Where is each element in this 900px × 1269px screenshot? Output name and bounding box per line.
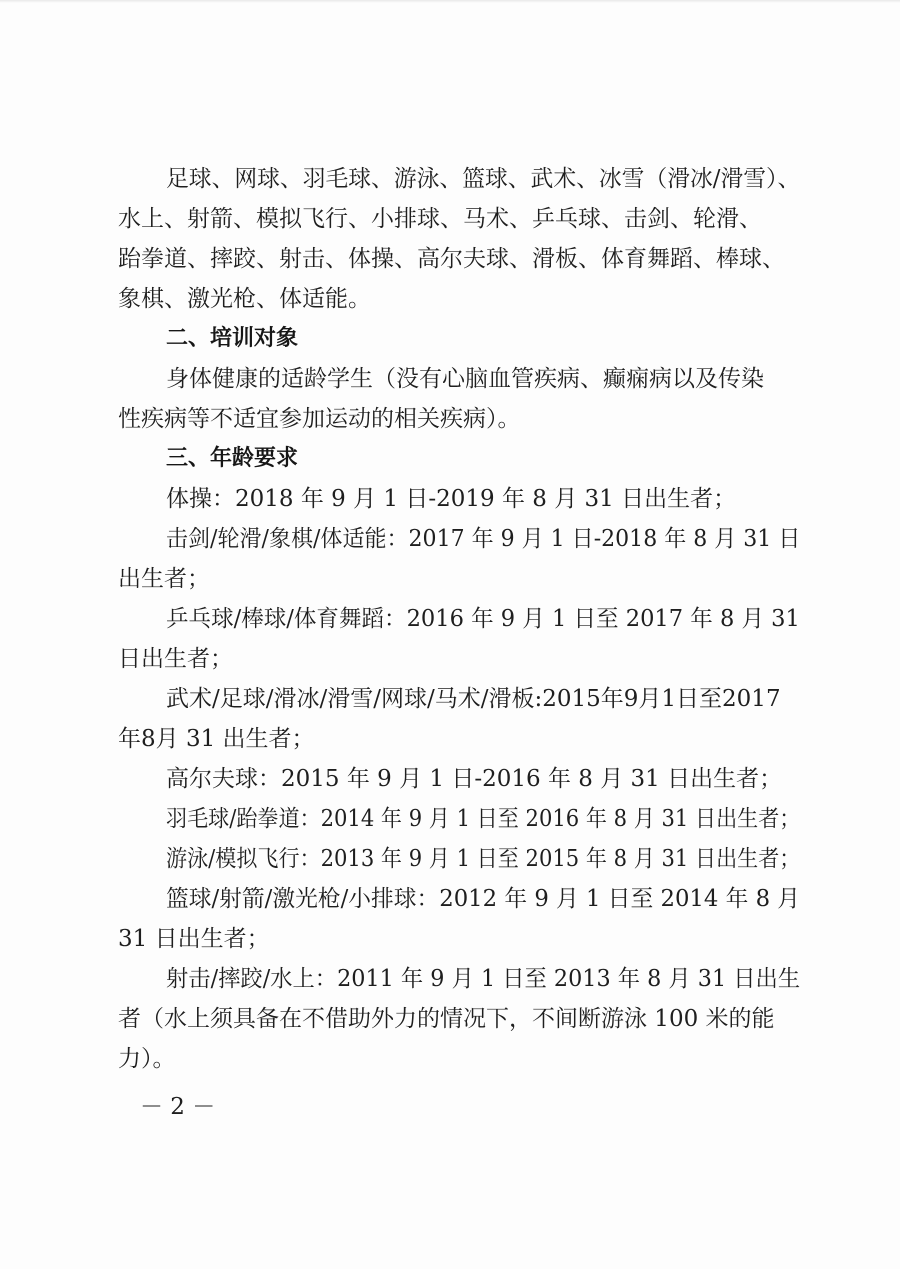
age-item-gymnastics: 体操：2018 年 9 月 1 日-2019 年 8 月 31 日出生者； — [166, 486, 737, 512]
sports-list-line-4: 象棋、激光枪、体适能。 — [118, 286, 371, 312]
heading-training-target: 二、培训对象 — [166, 326, 299, 351]
training-target-line-2: 性疾病等不适宜参加运动的相关疾病）。 — [118, 406, 521, 432]
sports-list-line-3: 跆拳道、摔跤、射击、体操、高尔夫球、滑板、体育舞蹈、棒球、 — [118, 246, 785, 272]
age-item-martial-arts-line-1: 武术/足球/滑冰/滑雪/网球/马术/滑板:2015年9月1日至2017 — [166, 686, 781, 712]
age-item-shooting-line-1: 射击/摔跤/水上：2011 年 9 月 1 日至 2013 年 8 月 31 日出生 — [166, 966, 801, 992]
age-item-shooting-line-2: 者（水上须具备在不借助外力的情况下，不间断游泳 100 米的能 — [118, 1006, 775, 1032]
age-item-basketball-line-1: 篮球/射箭/激光枪/小排球：2012 年 9 月 1 日至 2014 年 8 月 — [166, 886, 801, 912]
age-item-basketball-line-2: 31 日出生者； — [118, 926, 270, 952]
age-item-golf: 高尔夫球：2015 年 9 月 1 日-2016 年 8 月 31 日出生者； — [166, 766, 783, 792]
age-item-shooting-line-3: 力）。 — [118, 1046, 176, 1072]
sports-list-line-2: 水上、射箭、模拟飞行、小排球、马术、乒乓球、击剑、轮滑、 — [118, 206, 762, 232]
age-item-badminton: 羽毛球/跆拳道：2014 年 9 月 1 日至 2016 年 8 月 31 日出生者； — [166, 806, 801, 832]
age-item-fencing-line-2: 出生者； — [118, 566, 210, 592]
age-item-swimming: 游泳/模拟飞行：2013 年 9 月 1 日至 2015 年 8 月 31 日出生者； — [166, 846, 801, 872]
age-item-table-tennis-line-1: 乒乓球/棒球/体育舞蹈：2016 年 9 月 1 日至 2017 年 8 月 31 — [166, 606, 800, 632]
age-item-table-tennis-line-2: 日出生者； — [118, 646, 233, 672]
heading-age-requirement: 三、年龄要求 — [166, 446, 299, 471]
sports-list-line-1: 足球、网球、羽毛球、游泳、篮球、武术、冰雪（滑冰/滑雪）、 — [166, 166, 801, 192]
page-number: － 2 － — [140, 1094, 216, 1120]
age-item-fencing-line-1: 击剑/轮滑/象棋/体适能：2017 年 9 月 1 日-2018 年 8 月 31 日 — [166, 526, 801, 552]
training-target-line-1: 身体健康的适龄学生（没有心脑血管疾病、癫痫病以及传染 — [166, 366, 764, 392]
age-item-martial-arts-line-2: 年8月 31 出生者； — [118, 726, 315, 752]
